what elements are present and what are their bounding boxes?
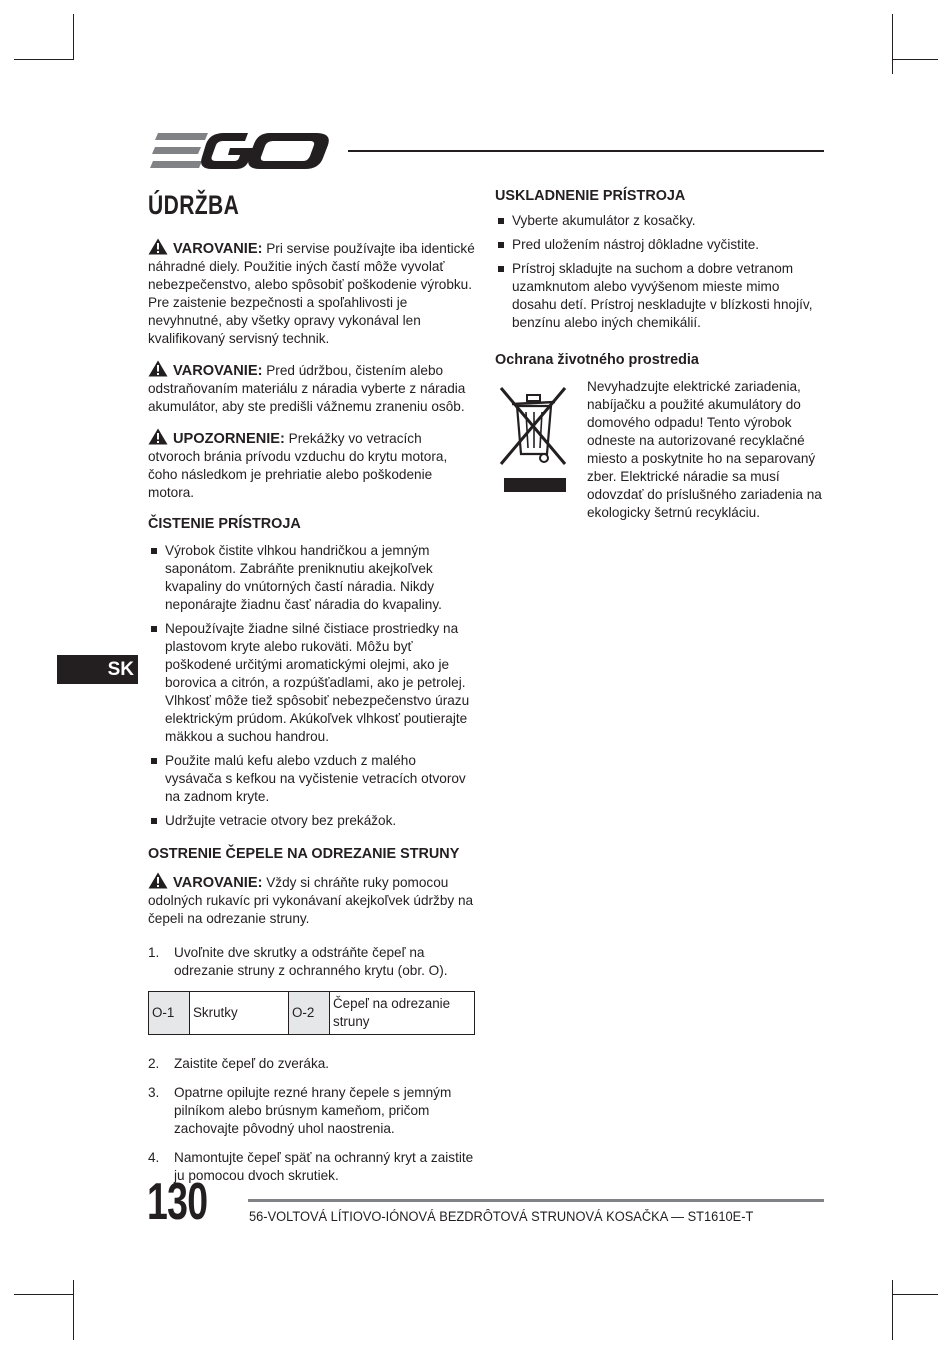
crop-mark bbox=[14, 59, 74, 60]
step-item bbox=[148, 944, 476, 980]
warning-triangle-icon bbox=[148, 360, 168, 377]
weee-crossed-bin-icon bbox=[495, 378, 573, 494]
page-title: ÚDRŽBA bbox=[148, 190, 240, 220]
caution-label: UPOZORNENIE: bbox=[173, 431, 285, 447]
steps-list bbox=[148, 1055, 476, 1185]
step-text: Opatrne opilujte rezné hrany čepele s jemným pilníkom alebo brúsnym kameňom, pričom zachovajte pôvodný uhol naostrenia. bbox=[174, 1085, 452, 1136]
list-item: Nepoužívajte žiadne silné čistiace prostriedky na plastovom kryte alebo rukoväti. Môžu byť poškodené určitými aromatickými olejmi, ako je borovica a citrón, a rozpúšťadlami, ako je petrolej. Vlhkosť môže tiež spôsobiť nebezpečenstvo úrazu elektrickým prúdom. Akúkoľvek vlhkosť poutierajte mäkkou a suchou handrou. bbox=[148, 620, 476, 746]
environment-text: Nevyhadzujte elektrické zariadenia, nabíjačku a použité akumulátory do domového odpadu! Tento výrobok odneste na autorizované recyklačné miesto a poskytnite ho na separovaný zber. Elektrické náradie sa musí odovzdať do príslušného zariadenia na ekologicky šetrnú recykláciu. bbox=[587, 379, 822, 520]
crop-mark bbox=[73, 14, 74, 60]
crop-mark bbox=[892, 14, 893, 74]
parts-table bbox=[148, 991, 475, 1035]
table-row bbox=[149, 992, 475, 1035]
left-column bbox=[148, 186, 476, 1196]
page-number: 130 bbox=[147, 1173, 208, 1231]
steps-list bbox=[148, 944, 476, 980]
warning-paragraph bbox=[148, 360, 476, 416]
section-heading-environment: Ochrana životného prostredia bbox=[495, 352, 699, 368]
footer-title: 56-VOLTOVÁ LÍTIOVO-IÓNOVÁ BEZDRÔTOVÁ STRUNOVÁ KOSAČKA — ST1610E-T bbox=[249, 1209, 754, 1224]
environment-block bbox=[495, 378, 825, 522]
step-number: 3. bbox=[148, 1085, 160, 1100]
list-item: Vyberte akumulátor z kosačky. bbox=[495, 212, 825, 230]
list-item: Pred uložením nástroj dôkladne vyčistite. bbox=[495, 236, 825, 254]
warning-paragraph bbox=[148, 238, 476, 348]
table-cell: Čepeľ na odrezanie struny bbox=[330, 992, 475, 1035]
step-number: 1. bbox=[148, 945, 160, 960]
crop-mark bbox=[892, 1280, 893, 1340]
footer-rule bbox=[248, 1199, 824, 1202]
storage-list bbox=[495, 212, 825, 332]
table-cell: O-1 bbox=[149, 992, 190, 1035]
caution-paragraph bbox=[148, 428, 476, 502]
list-item: Výrobok čistite vlhkou handričkou a jemným saponátom. Zabráňte preniknutiu akejkoľvek kvapaliny do vnútorných častí náradia. Nikdy neponárajte žiadnu časť náradia do kvapaliny. bbox=[148, 542, 476, 614]
crop-mark bbox=[892, 1294, 938, 1295]
warning-label: VAROVANIE: bbox=[173, 363, 263, 379]
caution-text: Prekážky vo vetracích otvoroch bránia prívodu vzduchu do krytu motora, čoho následkom je prehriatie alebo poškodenie motora. bbox=[148, 431, 448, 500]
warning-text: Pri servise používajte iba identické náhradné diely. Použitie iných častí môže vyvolať nebezpečenstvo, alebo spôsobiť poškodenie výrobku. Pre zaistenie bezpečnosti a spoľahlivosti je nevyhnutné, aby všetky opravy vykonával len kvalifikovaný servisný technik. bbox=[148, 241, 475, 346]
step-number: 4. bbox=[148, 1150, 160, 1165]
warning-text: Vždy si chráňte ruky pomocou odolných rukavíc pri vykonávaní akejkoľvek údržby na čepeli na odrezanie struny. bbox=[148, 875, 474, 926]
warning-paragraph bbox=[148, 872, 476, 928]
ego-logo bbox=[150, 130, 332, 172]
step-text: Uvoľnite dve skrutky a odstráňte čepeľ na odrezanie struny z ochranného krytu (obr. O). bbox=[174, 945, 448, 978]
section-heading-sharpening: OSTRENIE ČEPELE NA ODREZANIE STRUNY bbox=[148, 846, 460, 862]
step-text: Namontujte čepeľ späť na ochranný kryt a zaistite ju pomocou dvoch skrutiek. bbox=[174, 1150, 474, 1183]
warning-label: VAROVANIE: bbox=[173, 241, 263, 257]
cleaning-list bbox=[148, 542, 476, 830]
right-column bbox=[495, 186, 825, 522]
crop-mark bbox=[892, 59, 938, 60]
table-cell: O-2 bbox=[289, 992, 330, 1035]
header-rule bbox=[348, 150, 824, 152]
list-item: Použite malú kefu alebo vzduch z malého vysávača s kefkou na vyčistenie vetracích otvorov na zadnom kryte. bbox=[148, 752, 476, 806]
step-item bbox=[148, 1084, 476, 1138]
language-tab: SK bbox=[57, 655, 138, 684]
warning-triangle-icon bbox=[148, 428, 168, 445]
warning-triangle-icon bbox=[148, 872, 168, 889]
section-heading-cleaning: ČISTENIE PRÍSTROJA bbox=[148, 516, 301, 532]
step-text: Zaistite čepeľ do zveráka. bbox=[174, 1056, 330, 1071]
table-cell: Skrutky bbox=[190, 992, 289, 1035]
step-item bbox=[148, 1055, 476, 1073]
warning-label: VAROVANIE: bbox=[173, 875, 263, 891]
list-item: Udržujte vetracie otvory bez prekážok. bbox=[148, 812, 476, 830]
crop-mark bbox=[73, 1280, 74, 1340]
list-item: Prístroj skladujte na suchom a dobre vetranom uzamknutom alebo vyvýšenom mieste mimo dosahu detí. Prístroj neskladujte v blízkosti hnojív, benzínu alebo iných chemikálií. bbox=[495, 260, 825, 332]
warning-triangle-icon bbox=[148, 238, 168, 255]
step-number: 2. bbox=[148, 1056, 160, 1071]
warning-text: Pred údržbou, čistením alebo odstraňovaním materiálu z náradia vyberte z náradia akumulátor, aby ste predišli vážnemu zraneniu osôb. bbox=[148, 363, 466, 414]
section-heading-storage: USKLADNENIE PRÍSTROJA bbox=[495, 188, 686, 204]
crop-mark bbox=[14, 1294, 74, 1295]
